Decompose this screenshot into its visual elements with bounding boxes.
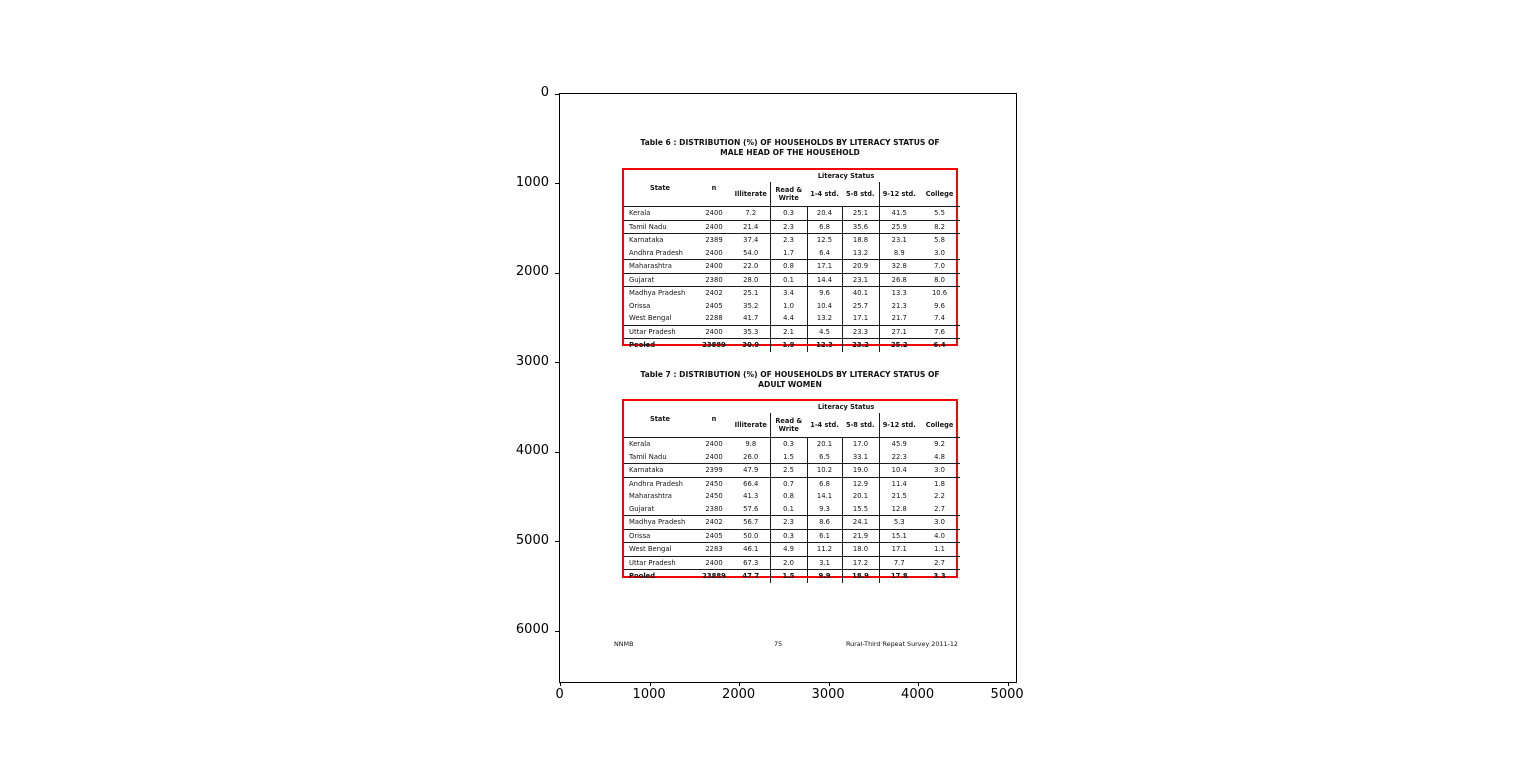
state-cell: West Bengal: [624, 312, 696, 325]
column-header: 9-12 std.: [879, 413, 919, 438]
value-cell: 1.5: [770, 570, 807, 583]
value-cell: 1.7: [770, 247, 807, 260]
literacy-table-adult-women: [622, 399, 958, 581]
table-row: [624, 477, 960, 490]
value-cell: 0.3: [770, 438, 807, 451]
table-row: [624, 543, 960, 557]
value-cell: 20.4: [807, 207, 842, 221]
value-cell: 2.7: [919, 556, 960, 570]
value-cell: 2.2: [934, 492, 945, 501]
table-row: [624, 451, 960, 464]
x-tick-mark: [650, 682, 651, 686]
table7-title-line2: ADULT WOMEN: [758, 379, 822, 389]
value-cell: 7.2: [732, 207, 770, 221]
value-cell: 8.6: [807, 516, 842, 530]
value-cell: 18.0: [842, 543, 879, 557]
value-cell: 9.8: [745, 440, 757, 448]
x-tick-label: 1000: [632, 687, 666, 702]
value-cell: 20.9: [842, 260, 879, 274]
table-row: [624, 300, 960, 313]
column-header: College: [919, 413, 960, 438]
column-header: Read & Write: [770, 413, 807, 438]
value-cell: 17.1: [842, 312, 879, 325]
value-cell: 2.3: [770, 234, 807, 247]
value-cell: 9.6: [934, 301, 945, 310]
table6-title-line2: MALE HEAD OF THE HOUSEHOLD: [720, 147, 860, 157]
value-cell: 11.4: [879, 477, 919, 490]
table-row: [624, 570, 960, 583]
column-header: 5-8 std.: [842, 182, 879, 207]
value-cell: 10.4: [807, 300, 842, 313]
value-cell: 57.6: [732, 503, 770, 516]
value-cell: 17.2: [842, 556, 879, 570]
table-row: [624, 438, 960, 451]
state-cell: Kerala: [629, 440, 651, 448]
value-cell: 8.2: [919, 220, 960, 234]
value-cell: 9.3: [807, 503, 842, 516]
value-cell: 15.5: [842, 503, 879, 516]
state-cell: Maharashtra: [624, 260, 696, 274]
y-tick-label: 0: [540, 85, 549, 100]
value-cell: 1.9: [770, 339, 807, 352]
value-cell: 2.7: [919, 503, 960, 516]
value-cell: 3.1: [807, 556, 842, 570]
value-cell: 27.1: [879, 325, 919, 339]
table7-title-line1: Table 7 : DISTRIBUTION (%) OF HOUSEHOLDS BY LITERACY STATUS OF: [640, 370, 940, 379]
value-cell: 18.9: [842, 570, 879, 583]
value-cell: 22.3: [879, 451, 919, 464]
x-tick-label: 0: [555, 687, 564, 702]
value-cell: 33.1: [842, 451, 879, 464]
y-tick-mark: [555, 94, 559, 95]
value-cell: 41.5: [879, 207, 919, 221]
table-row: [624, 339, 960, 352]
value-cell: 6.8: [807, 220, 842, 234]
value-cell: 26.8: [879, 273, 919, 287]
literacy-table-male-head: [622, 168, 958, 350]
value-cell: 41.7: [732, 312, 770, 325]
value-cell: 2402: [705, 289, 723, 298]
group-header: Literacy Status: [817, 403, 875, 411]
value-cell: 40.1: [842, 287, 879, 300]
state-cell: West Bengal: [624, 543, 696, 557]
value-cell: 23.3: [842, 325, 879, 339]
value-cell: 0.7: [770, 477, 807, 490]
table-row: [624, 312, 960, 325]
table-row: [624, 260, 960, 274]
value-cell: 11.2: [807, 543, 842, 557]
state-cell: Pooled: [629, 572, 656, 581]
state-cell: Orissa: [629, 301, 651, 310]
value-cell: 50.0: [732, 529, 770, 543]
value-cell: 2400: [696, 556, 732, 570]
value-cell: 10.2: [807, 464, 842, 478]
value-cell: 2.3: [770, 220, 807, 234]
value-cell: 35.3: [732, 325, 770, 339]
value-cell: 47.7: [742, 572, 760, 581]
value-cell: 2.0: [770, 556, 807, 570]
value-cell: 25.7: [842, 300, 879, 313]
state-cell: Karnataka: [624, 464, 696, 478]
value-cell: 5.8: [934, 236, 945, 245]
value-cell: 6.4: [933, 341, 946, 350]
value-cell: 32.8: [879, 260, 919, 274]
value-cell: 2380: [696, 503, 732, 516]
state-cell: Tamil Nadu: [624, 451, 696, 464]
state-cell: Pooled: [629, 341, 656, 350]
value-cell: 21.9: [842, 529, 879, 543]
value-cell: 2389: [705, 236, 723, 245]
value-cell: 37.4: [743, 236, 759, 245]
value-cell: 4.4: [770, 312, 807, 325]
value-cell: 21.5: [879, 490, 919, 503]
value-cell: 54.0: [732, 247, 770, 260]
value-cell: 14.4: [807, 273, 842, 287]
value-cell: 23.2: [842, 339, 879, 352]
value-cell: 1.0: [770, 300, 807, 313]
value-cell: 22.0: [732, 260, 770, 274]
value-cell: 2380: [696, 273, 732, 287]
value-cell: 3.4: [770, 287, 807, 300]
value-cell: 20.1: [807, 438, 842, 451]
value-cell: 2400: [696, 207, 732, 221]
state-cell: Andhra Pradesh: [624, 247, 696, 260]
y-tick-label: 6000: [515, 622, 549, 637]
value-cell: 5.5: [919, 207, 960, 221]
value-cell: 2288: [696, 312, 732, 325]
table-row: [624, 490, 960, 503]
y-tick-mark: [555, 452, 559, 453]
value-cell: 25.2: [879, 339, 919, 352]
value-cell: 21.7: [879, 312, 919, 325]
value-cell: 10.6: [931, 289, 948, 298]
column-header: State: [624, 170, 696, 207]
state-cell: Kerala: [624, 207, 696, 221]
value-cell: 25.9: [879, 220, 919, 234]
state-cell: Gujarat: [624, 273, 696, 287]
state-cell: Madhya Pradesh: [629, 289, 686, 298]
value-cell: 7.6: [919, 325, 960, 339]
column-header: 1-4 std.: [807, 413, 842, 438]
value-cell: 25.1: [842, 207, 879, 221]
scan-table: [624, 401, 960, 583]
value-cell: 0.1: [770, 503, 807, 516]
value-cell: 2400: [696, 325, 732, 339]
value-cell: 13.3: [879, 287, 919, 300]
value-cell: 3.3: [933, 572, 946, 581]
value-cell: 2283: [696, 543, 732, 557]
y-tick-mark: [555, 273, 559, 274]
y-tick-label: 5000: [515, 532, 549, 548]
value-cell: 12.3: [807, 339, 842, 352]
value-cell: 7.4: [919, 312, 960, 325]
value-cell: 3.0: [919, 464, 960, 478]
column-header: State: [624, 401, 696, 438]
value-cell: 9.9: [807, 570, 842, 583]
table-row: [624, 234, 960, 247]
value-cell: 18.8: [842, 234, 879, 247]
value-cell: 23889: [702, 341, 726, 350]
table-row: [624, 464, 960, 478]
value-cell: 2.1: [770, 325, 807, 339]
value-cell: 2400: [696, 260, 732, 274]
value-cell: 2450: [705, 479, 723, 488]
value-cell: 2400: [696, 451, 732, 464]
column-header: 9-12 std.: [879, 182, 919, 207]
scan-table: [624, 170, 960, 352]
table6-title: [622, 138, 958, 157]
value-cell: 23.1: [879, 234, 919, 247]
column-header: n: [696, 170, 732, 207]
value-cell: 46.1: [732, 543, 770, 557]
value-cell: 1.5: [770, 451, 807, 464]
value-cell: 9.2: [934, 440, 945, 448]
plot-area: [559, 93, 1017, 683]
table-row: [624, 207, 960, 221]
value-cell: 17.0: [842, 438, 879, 451]
state-cell: Maharashtra: [629, 492, 672, 501]
value-cell: 3.0: [919, 516, 960, 530]
value-cell: 13.2: [842, 247, 879, 260]
state-cell: Andhra Pradesh: [629, 479, 683, 488]
y-tick-mark: [555, 631, 559, 632]
value-cell: 30.9: [742, 341, 760, 350]
value-cell: 35.2: [743, 301, 759, 310]
value-cell: 0.8: [770, 490, 807, 503]
x-tick-label: 3000: [811, 687, 845, 702]
column-header: n: [696, 401, 732, 438]
value-cell: 2405: [705, 301, 723, 310]
value-cell: 2400: [696, 247, 732, 260]
y-tick-mark: [555, 541, 559, 542]
column-header: College: [919, 182, 960, 207]
value-cell: 7.7: [879, 556, 919, 570]
value-cell: 14.1: [807, 490, 842, 503]
value-cell: 8.0: [919, 273, 960, 287]
value-cell: 2450: [705, 492, 723, 501]
state-cell: Uttar Pradesh: [624, 325, 696, 339]
value-cell: 4.0: [919, 529, 960, 543]
value-cell: 66.4: [743, 479, 759, 488]
y-tick-mark: [555, 183, 559, 184]
value-cell: 1.1: [919, 543, 960, 557]
value-cell: 26.0: [732, 451, 770, 464]
state-cell: Gujarat: [624, 503, 696, 516]
footer-survey-name: Rural-Third Repeat Survey 2011-12: [845, 640, 958, 648]
table-row: [624, 247, 960, 260]
value-cell: 41.3: [743, 492, 759, 501]
value-cell: 0.3: [770, 529, 807, 543]
table-row: [624, 287, 960, 300]
value-cell: 6.1: [807, 529, 842, 543]
footer-org: NNMB: [614, 640, 634, 648]
y-tick-label: 3000: [515, 353, 549, 369]
value-cell: 25.1: [743, 289, 759, 298]
value-cell: 7.0: [919, 260, 960, 274]
table-row: [624, 273, 960, 287]
scanned-document-page: [560, 94, 1016, 682]
value-cell: 1.8: [934, 479, 945, 488]
value-cell: 2399: [696, 464, 732, 478]
state-cell: Uttar Pradesh: [624, 556, 696, 570]
x-tick-mark: [1008, 682, 1009, 686]
y-tick-label: 1000: [515, 174, 549, 190]
value-cell: 3.0: [919, 247, 960, 260]
state-cell: Orissa: [624, 529, 696, 543]
value-cell: 10.4: [879, 464, 919, 478]
table7-title: [622, 370, 958, 389]
table-row: [624, 556, 960, 570]
value-cell: 21.3: [879, 300, 919, 313]
value-cell: 0.3: [770, 207, 807, 221]
value-cell: 2402: [696, 516, 732, 530]
value-cell: 19.0: [842, 464, 879, 478]
x-tick-label: 5000: [990, 687, 1024, 702]
value-cell: 2.5: [770, 464, 807, 478]
value-cell: 17.1: [807, 260, 842, 274]
value-cell: 15.1: [879, 529, 919, 543]
value-cell: 12.5: [807, 234, 842, 247]
x-tick-mark: [918, 682, 919, 686]
value-cell: 12.9: [842, 477, 879, 490]
value-cell: 0.1: [770, 273, 807, 287]
table-row: [624, 503, 960, 516]
value-cell: 2405: [696, 529, 732, 543]
value-cell: 56.7: [732, 516, 770, 530]
column-header: Illiterate: [732, 182, 770, 207]
value-cell: 17.1: [879, 543, 919, 557]
state-cell: Tamil Nadu: [624, 220, 696, 234]
y-tick-label: 4000: [515, 443, 549, 458]
value-cell: 4.5: [807, 325, 842, 339]
table-row: [624, 220, 960, 234]
value-cell: 23.1: [842, 273, 879, 287]
value-cell: 6.4: [807, 247, 842, 260]
table-row: [624, 325, 960, 339]
value-cell: 35.6: [842, 220, 879, 234]
column-header: 5-8 std.: [842, 413, 879, 438]
x-tick-mark: [739, 682, 740, 686]
y-tick-mark: [555, 362, 559, 363]
value-cell: 67.3: [732, 556, 770, 570]
table-row: [624, 529, 960, 543]
value-cell: 12.8: [879, 503, 919, 516]
x-tick-mark: [560, 682, 561, 686]
x-tick-mark: [829, 682, 830, 686]
value-cell: 0.8: [770, 260, 807, 274]
value-cell: 45.9: [879, 438, 919, 451]
column-header: 1-4 std.: [807, 182, 842, 207]
table-row: [624, 516, 960, 530]
value-cell: 9.6: [807, 287, 842, 300]
value-cell: 2400: [696, 220, 732, 234]
value-cell: 6.5: [807, 451, 842, 464]
footer-page-number: 75: [774, 640, 783, 648]
value-cell: 8.9: [879, 247, 919, 260]
x-tick-label: 4000: [901, 687, 935, 702]
value-cell: 17.8: [879, 570, 919, 583]
value-cell: 5.3: [879, 516, 919, 530]
value-cell: 28.0: [732, 273, 770, 287]
y-tick-label: 2000: [515, 264, 549, 279]
value-cell: 4.9: [770, 543, 807, 557]
table6-title-line1: Table 6 : DISTRIBUTION (%) OF HOUSEHOLDS BY LITERACY STATUS OF: [640, 138, 940, 147]
value-cell: 6.8: [807, 477, 842, 490]
value-cell: 13.2: [807, 312, 842, 325]
value-cell: 21.4: [732, 220, 770, 234]
value-cell: 20.1: [842, 490, 879, 503]
column-header: Read & Write: [770, 182, 807, 207]
column-header: Illiterate: [732, 413, 770, 438]
value-cell: 2.3: [770, 516, 807, 530]
value-cell: 47.9: [732, 464, 770, 478]
x-tick-label: 2000: [722, 687, 756, 702]
group-header: Literacy Status: [817, 172, 875, 180]
value-cell: 2400: [705, 440, 723, 448]
state-cell: Karnataka: [629, 236, 664, 245]
value-cell: 23889: [702, 572, 726, 581]
state-cell: Madhya Pradesh: [624, 516, 696, 530]
value-cell: 4.8: [919, 451, 960, 464]
value-cell: 24.1: [842, 516, 879, 530]
